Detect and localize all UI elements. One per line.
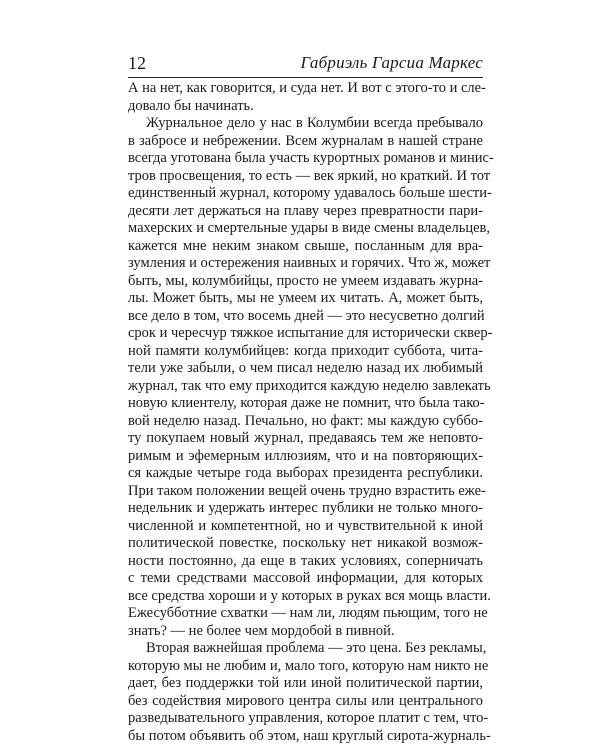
text-line: с теми средствами массовой информации, для которых	[128, 570, 483, 586]
text-line: разведывательного управления, которое платит с тем, что-	[128, 710, 489, 726]
text-line: тров просвещения, то есть — век яркий, но краткий. И тот	[128, 167, 491, 184]
text-line: махерских и смертельные удары в виде смены владельцев,	[128, 220, 490, 236]
text-line: довало бы начинать.	[128, 97, 254, 114]
text-line: все средства хороши и у которых в руках вся мощь власти.	[128, 587, 491, 604]
text-line: политической повестке, поскольку нет никакой возмож-	[128, 535, 483, 551]
body-text	[128, 80, 494, 745]
text-line: все дело в том, что восемь дней — это несусветно долгий	[128, 307, 485, 324]
text-line: журнал, так что ему приходится каждую неделю завлекать	[128, 377, 491, 394]
text-line: срок и чересчур тяжкое испытание для исторически сквер-	[128, 325, 493, 341]
text-line: десяти лет держаться на плаву через превратности пари-	[128, 202, 483, 219]
text-line: Журнальное дело у нас в Колумбии всегда пребывало	[146, 115, 483, 131]
text-line: Вторая важнейшая проблема — это цена. Без рекламы,	[146, 640, 487, 656]
text-line: быть, мы, колумбийцы, просто не умеем издавать журна-	[128, 272, 483, 289]
text-line: недельник и удержать интерес публики не только много-	[128, 500, 483, 516]
text-line: численной и компетентной, но и чувствительной к иной	[128, 517, 483, 534]
text-line: бы потом объявить об этом, наш круглый сирота-журналь-	[128, 727, 491, 744]
text-line: зумления и остережения наивных и горячих. Что ж, может	[128, 255, 491, 271]
page-header	[128, 53, 483, 78]
text-line: без содействия мирового центра силы или центрального	[128, 692, 483, 709]
text-line: ной памяти колумбийцев: когда приходит суббота, чита-	[128, 342, 483, 359]
text-line: которую мы не любим и, мало того, которую нам никто не	[128, 657, 489, 674]
running-head: Габриэль Гарсиа Маркес	[300, 53, 483, 72]
text-line: кажется мне неким знаком свыше, посланным для вра-	[128, 237, 483, 254]
text-line: ности постоянно, да еще в таких условиях, соперничать	[128, 552, 483, 569]
text-line: в забросе и небрежении. Всем журналам в нашей стране	[128, 132, 483, 149]
text-line: При таком положении вещей очень трудно взрастить еже-	[128, 482, 486, 499]
text-line: римым и эфемерным иллюзиям, что и на повторяющих-	[128, 447, 483, 464]
text-line: А на нет, как говорится, и суда нет. И вот с этого-то и сле-	[128, 80, 486, 96]
text-line: Ежесубботние схватки — нам ли, людям пьющим, того не	[128, 605, 488, 621]
text-line: ся каждые четыре года выборах президента республики.	[128, 465, 483, 481]
text-line: новую клиентелу, которая даже не помнит, что была тако-	[128, 395, 485, 411]
text-line: дает, без поддержки той или иной политической партии,	[128, 675, 483, 691]
text-line: тели уже забыли, о чем писал неделю назад их любимый	[128, 360, 483, 376]
text-line: вой неделю назад. Печально, но факт: мы каждую суббо-	[128, 412, 483, 429]
page-number: 12	[128, 53, 146, 73]
text-line: лы. Может быть, мы не умеем их читать. А, может быть,	[128, 290, 483, 306]
text-line: единственный журнал, которому удавалось больше шести-	[128, 185, 492, 201]
text-line: ту покупаем новый журнал, предаваясь тем же неповто-	[128, 430, 483, 446]
text-line: знать? — не более чем мордобой в пивной.	[128, 622, 395, 639]
text-line: всегда уготована была участь курортных романов и минис-	[128, 150, 494, 166]
